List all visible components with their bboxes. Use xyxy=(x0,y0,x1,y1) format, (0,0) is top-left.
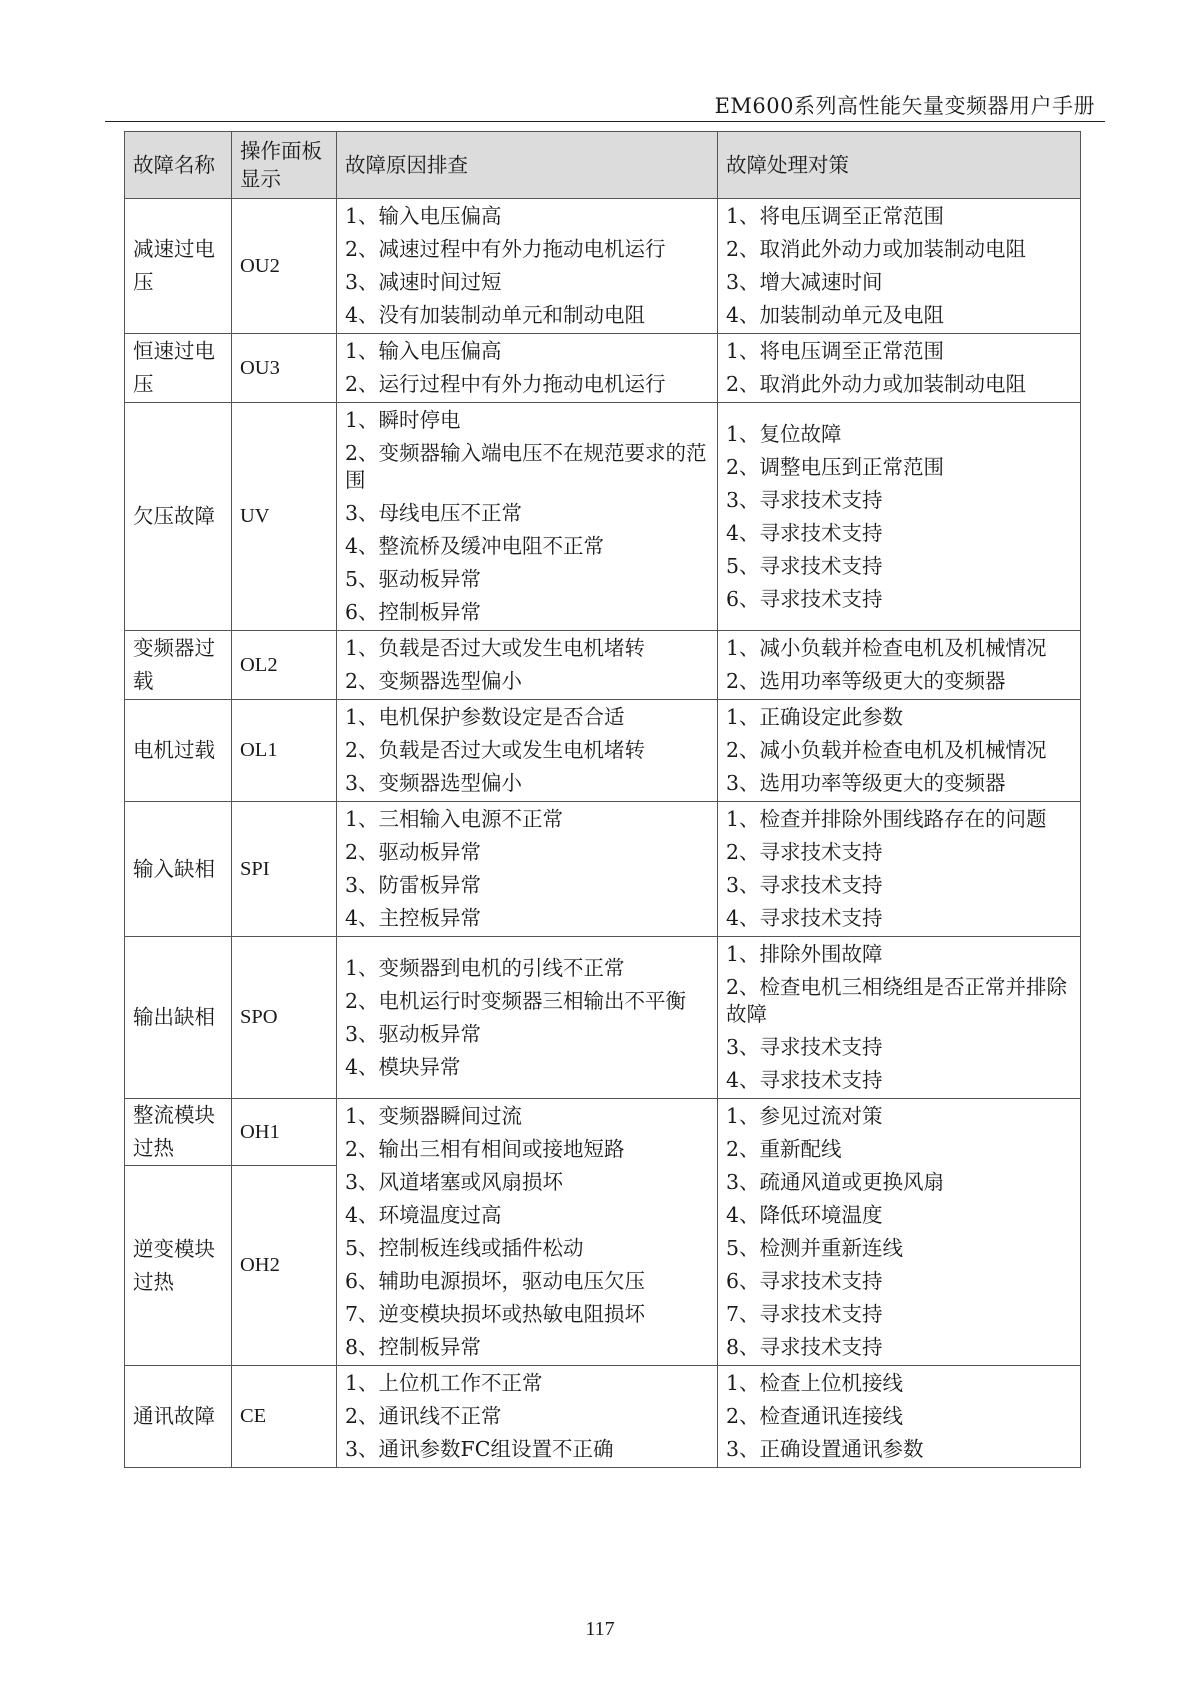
table-cell-line: 4、寻求技术支持 xyxy=(726,1068,883,1092)
fault-name-cell-text: 减速过电压 xyxy=(133,237,215,294)
table-cell-line: 1、排除外围故障 xyxy=(726,942,883,966)
panel-code-cell xyxy=(232,1099,337,1166)
table-cell-line: 1、参见过流对策 xyxy=(726,1104,883,1128)
fault-name-cell xyxy=(125,1099,232,1166)
table-row xyxy=(125,1366,1081,1468)
table-cell-line: 4、主控板异常 xyxy=(345,906,482,930)
table-cell-line: 4、寻求技术支持 xyxy=(726,906,883,930)
cause-cell xyxy=(337,1099,718,1366)
table-cell-line: 3、正确设置通讯参数 xyxy=(726,1437,924,1461)
table-cell-line: 1、电机保护参数设定是否合适 xyxy=(345,705,625,729)
table-cell-line: 4、加装制动单元及电阻 xyxy=(726,303,945,327)
panel-code-cell-text: SPI xyxy=(240,857,270,880)
panel-code-cell-text: OH1 xyxy=(240,1120,280,1143)
table-cell-line: 2、电机运行时变频器三相输出不平衡 xyxy=(345,988,687,1013)
table-header-row xyxy=(125,132,1081,199)
cause-cell xyxy=(337,1366,718,1468)
table-cell-line: 5、控制板连线或插件松动 xyxy=(345,1236,584,1260)
table-cell-line: 5、检测并重新连线 xyxy=(726,1236,904,1260)
table-cell-line: 2、检查电机三相绕组是否正常并排除故障 xyxy=(726,975,1068,1026)
header-rule xyxy=(105,121,1105,122)
panel-code-cell-text: UV xyxy=(240,505,270,527)
panel-code-cell xyxy=(232,631,337,700)
fault-name-cell xyxy=(125,1366,232,1468)
table-cell-line: 3、母线电压不正常 xyxy=(345,501,523,525)
panel-code-cell-text: OH2 xyxy=(240,1254,280,1276)
table-cell-line: 8、寻求技术支持 xyxy=(726,1335,883,1359)
table-row xyxy=(125,334,1081,403)
fault-name-cell xyxy=(125,199,232,334)
table-cell-line: 7、寻求技术支持 xyxy=(726,1302,883,1326)
table-cell-line: 3、寻求技术支持 xyxy=(726,873,883,897)
table-cell-line: 2、运行过程中有外力拖动电机运行 xyxy=(345,372,666,396)
fault-table-body xyxy=(125,199,1081,1468)
panel-code-cell xyxy=(232,334,337,403)
table-cell-line: 3、减速时间过短 xyxy=(345,270,502,294)
action-cell xyxy=(718,937,1081,1099)
fault-name-cell-text: 逆变模块过热 xyxy=(133,1236,215,1294)
table-cell-line: 4、模块异常 xyxy=(345,1054,461,1079)
panel-code-cell xyxy=(232,199,337,334)
table-cell-line: 2、减小负载并检查电机及机械情况 xyxy=(726,738,1047,762)
table-cell-line: 1、检查上位机接线 xyxy=(726,1371,904,1395)
action-cell xyxy=(718,1366,1081,1468)
panel-code-cell-text: OU2 xyxy=(240,254,280,277)
action-cell xyxy=(718,1099,1081,1366)
table-cell-line: 3、防雷板异常 xyxy=(345,873,482,897)
table-cell-line: 1、负载是否过大或发生电机堵转 xyxy=(345,636,646,660)
cause-cell xyxy=(337,334,718,403)
cause-cell xyxy=(337,937,718,1099)
action-cell xyxy=(718,403,1081,631)
table-cell-line: 2、变频器选型偏小 xyxy=(345,669,523,693)
table-cell-line: 1、将电压调至正常范围 xyxy=(726,339,945,363)
table-cell-line: 2、输出三相有相间或接地短路 xyxy=(345,1137,625,1161)
page-number: 117 xyxy=(585,1618,615,1640)
fault-name-cell xyxy=(125,403,232,631)
table-cell-line: 4、整流桥及缓冲电阻不正常 xyxy=(345,534,605,558)
table-row xyxy=(125,937,1081,1099)
table-cell-line: 3、驱动板异常 xyxy=(345,1021,482,1046)
table-cell-line: 4、寻求技术支持 xyxy=(726,520,883,545)
panel-code-cell xyxy=(232,700,337,802)
fault-name-cell xyxy=(125,802,232,937)
table-cell-line: 2、驱动板异常 xyxy=(345,840,482,864)
action-cell xyxy=(718,631,1081,700)
fault-name-cell xyxy=(125,334,232,403)
table-cell-line: 1、输入电压偏高 xyxy=(345,204,502,228)
table-cell-line: 4、环境温度过高 xyxy=(345,1203,502,1227)
table-cell-line: 2、检查通讯连接线 xyxy=(726,1404,904,1428)
table-cell-line: 2、取消此外动力或加装制动电阻 xyxy=(726,372,1027,396)
table-cell-line: 3、风道堵塞或风扇损坏 xyxy=(345,1170,564,1194)
cause-cell xyxy=(337,631,718,700)
panel-code-cell-text: SPO xyxy=(240,1006,278,1028)
table-cell-line: 1、上位机工作不正常 xyxy=(345,1371,543,1395)
panel-code-cell xyxy=(232,403,337,631)
table-cell-line: 1、三相输入电源不正常 xyxy=(345,807,564,831)
panel-code-cell xyxy=(232,1366,337,1468)
fault-name-cell-text: 输出缺相 xyxy=(133,1005,215,1029)
table-cell-line: 6、寻求技术支持 xyxy=(726,1269,883,1293)
action-cell xyxy=(718,700,1081,802)
action-cell xyxy=(718,802,1081,937)
table-cell-line: 6、寻求技术支持 xyxy=(726,586,883,611)
cause-cell xyxy=(337,700,718,802)
table-cell-line: 2、负载是否过大或发生电机堵转 xyxy=(345,738,646,762)
table-cell-line: 4、降低环境温度 xyxy=(726,1203,883,1227)
table-cell-line: 6、控制板异常 xyxy=(345,600,482,624)
table-cell-line: 1、输入电压偏高 xyxy=(345,339,502,363)
table-cell-line: 1、复位故障 xyxy=(726,421,842,446)
table-row xyxy=(125,403,1081,631)
table-cell-line: 8、控制板异常 xyxy=(345,1335,482,1359)
cause-cell xyxy=(337,403,718,631)
table-cell-line: 1、将电压调至正常范围 xyxy=(726,204,945,228)
table-cell-line: 1、正确设定此参数 xyxy=(726,705,904,729)
fault-name-cell xyxy=(125,631,232,700)
fault-name-cell xyxy=(125,700,232,802)
table-cell-line: 3、疏通风道或更换风扇 xyxy=(726,1170,945,1194)
fault-name-cell-text: 电机过载 xyxy=(133,738,215,762)
fault-name-cell xyxy=(125,1166,232,1366)
page-header-title: EM600系列高性能矢量变频器用户手册 xyxy=(714,94,1095,118)
table-cell-line: 3、寻求技术支持 xyxy=(726,1035,883,1059)
table-cell-line: 2、通讯线不正常 xyxy=(345,1404,502,1428)
panel-code-cell xyxy=(232,937,337,1099)
table-row xyxy=(125,631,1081,700)
fault-name-cell-text: 欠压故障 xyxy=(133,504,215,528)
fault-name-cell-text: 输入缺相 xyxy=(133,856,215,881)
table-cell-line: 5、驱动板异常 xyxy=(345,567,482,591)
table-cell-line: 3、变频器选型偏小 xyxy=(345,771,523,795)
panel-code-cell-text: OU3 xyxy=(240,356,280,379)
table-cell-line: 1、变频器到电机的引线不正常 xyxy=(345,955,625,980)
fault-table xyxy=(124,131,1081,1468)
table-cell-line: 1、变频器瞬间过流 xyxy=(345,1104,523,1128)
fault-name-cell-text: 恒速过电压 xyxy=(133,339,215,396)
table-row xyxy=(125,1099,1081,1166)
table-cell-line: 2、寻求技术支持 xyxy=(726,840,883,864)
table-cell-line: 3、选用功率等级更大的变频器 xyxy=(726,771,1006,795)
table-cell-line: 4、没有加装制动单元和制动电阻 xyxy=(345,303,646,327)
fault-name-cell-text: 整流模块过热 xyxy=(133,1103,215,1160)
action-cell xyxy=(718,199,1081,334)
table-cell-line: 5、寻求技术支持 xyxy=(726,553,883,578)
table-cell-line: 2、调整电压到正常范围 xyxy=(726,454,945,479)
panel-code-cell-text: CE xyxy=(240,1405,267,1427)
panel-code-cell xyxy=(232,1166,337,1366)
table-cell-line: 1、瞬时停电 xyxy=(345,408,461,432)
table-cell-line: 2、取消此外动力或加装制动电阻 xyxy=(726,237,1027,261)
column-header-panel-display: 操作面板显示 xyxy=(232,132,337,199)
table-cell-line: 2、减速过程中有外力拖动电机运行 xyxy=(345,237,666,261)
table-cell-line: 3、增大减速时间 xyxy=(726,270,883,294)
column-header-action: 故障处理对策 xyxy=(718,132,1081,199)
table-cell-line: 3、通讯参数FC组设置不正确 xyxy=(345,1437,614,1461)
table-cell-line: 2、重新配线 xyxy=(726,1137,842,1161)
table-cell-line: 6、辅助电源损坏，驱动电压欠压 xyxy=(345,1269,646,1293)
table-cell-line: 2、选用功率等级更大的变频器 xyxy=(726,669,1006,693)
panel-code-cell-text: OL1 xyxy=(240,739,278,761)
panel-code-cell xyxy=(232,802,337,937)
table-cell-line: 3、寻求技术支持 xyxy=(726,487,883,512)
column-header-cause: 故障原因排查 xyxy=(337,132,718,199)
table-cell-line: 2、变频器输入端电压不在规范要求的范围 xyxy=(345,441,707,492)
table-cell-line: 1、减小负载并检查电机及机械情况 xyxy=(726,636,1047,660)
action-cell xyxy=(718,334,1081,403)
table-row xyxy=(125,700,1081,802)
table-cell-line: 7、逆变模块损坏或热敏电阻损坏 xyxy=(345,1302,646,1326)
panel-code-cell-text: OL2 xyxy=(240,653,278,676)
fault-name-cell xyxy=(125,937,232,1099)
table-cell-line: 1、检查并排除外围线路存在的问题 xyxy=(726,807,1047,831)
column-header-fault-name: 故障名称 xyxy=(125,132,232,199)
table-row xyxy=(125,199,1081,334)
cause-cell xyxy=(337,199,718,334)
cause-cell xyxy=(337,802,718,937)
fault-name-cell-text: 通讯故障 xyxy=(133,1404,215,1428)
fault-name-cell-text: 变频器过载 xyxy=(133,636,215,693)
table-row xyxy=(125,802,1081,937)
